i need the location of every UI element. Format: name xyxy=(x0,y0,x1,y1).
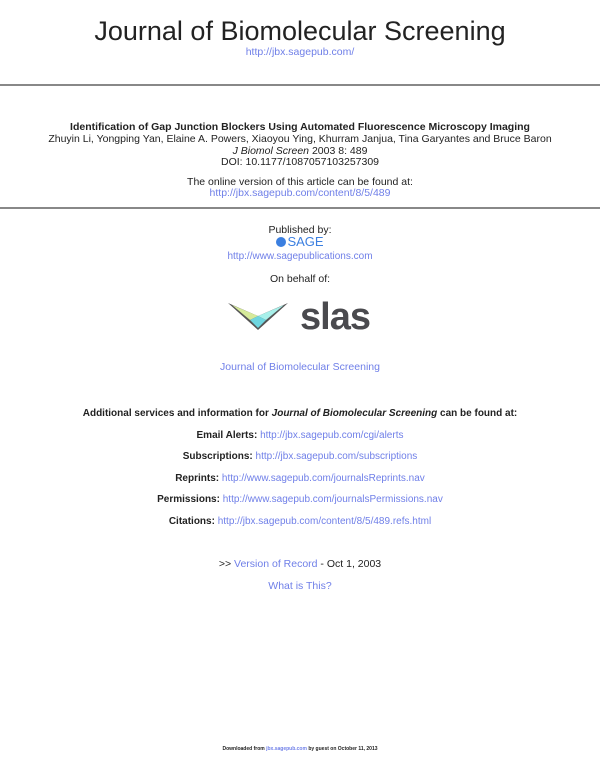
journal-title: Journal of Biomolecular Screening xyxy=(94,16,506,46)
journal-url-link[interactable]: http://jbx.sagepub.com/ xyxy=(245,46,355,58)
sage-logo: SAGE xyxy=(0,234,600,249)
service-permissions: Permissions: http://www.sagepub.com/journalsPermissions.nav xyxy=(157,494,443,505)
online-version-link[interactable]: http://jbx.sagepub.com/content/8/5/489 xyxy=(209,187,391,199)
citation-volume: 2003 8: 489 xyxy=(309,145,368,157)
online-version-label: The online version of this article can be found at: xyxy=(187,176,413,188)
version-of-record-link[interactable]: Version of Record xyxy=(234,558,318,570)
journal-link[interactable]: Journal of Biomolecular Screening xyxy=(220,361,380,373)
service-citations: Citations: http://jbx.sagepub.com/content/8/5/489.refs.html xyxy=(168,516,432,527)
what-is-this-link[interactable]: What is This? xyxy=(268,580,332,592)
services-intro: Additional services and information for Journal of Biomolecular Screening can be found at: xyxy=(82,408,518,419)
divider-bottom xyxy=(0,207,600,209)
divider-top xyxy=(0,84,600,86)
article-doi: DOI: 10.1177/1087057103257309 xyxy=(220,156,380,168)
slas-logo: slas xyxy=(0,298,600,340)
version-of-record: >> Version of Record - Oct 1, 2003 xyxy=(218,558,382,570)
service-reprints: Reprints: http://www.sagepub.com/journalsReprints.nav xyxy=(175,473,425,484)
on-behalf-label: On behalf of: xyxy=(269,273,331,285)
sage-url-link[interactable]: http://www.sagepublications.com xyxy=(227,251,373,262)
sage-logo-icon xyxy=(276,237,286,247)
service-email-alerts: Email Alerts: http://jbx.sagepub.com/cgi/alerts xyxy=(196,430,404,441)
article-title: Identification of Gap Junction Blockers Using Automated Fluorescence Microscopy Imaging xyxy=(70,121,530,133)
service-subscriptions: Subscriptions: http://jbx.sagepub.com/subscriptions xyxy=(182,451,418,462)
citation-journal: J Biomol Screen xyxy=(232,145,310,157)
article-authors: Zhuyin Li, Yongping Yan, Elaine A. Powers, Xiaoyou Ying, Khurram Janjua, Tina Garyantes and Bruce Baron xyxy=(48,133,552,145)
published-by-label: Published by: xyxy=(268,224,332,236)
download-footer: Downloaded from jbx.sagepub.com by guest on October 11, 2013 xyxy=(222,746,378,752)
